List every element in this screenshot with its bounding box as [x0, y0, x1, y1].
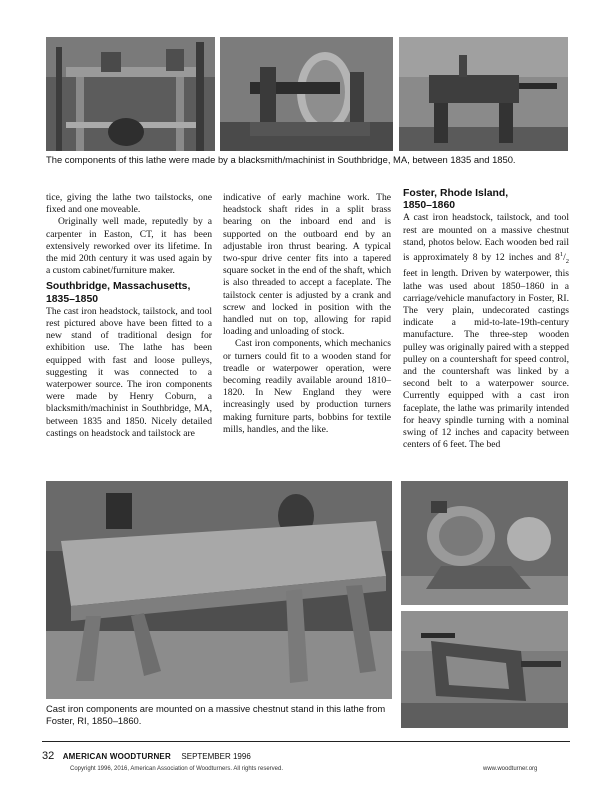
fraction-denominator: 2: [565, 258, 569, 266]
text-column-2: [223, 192, 391, 436]
text-column-3: [403, 188, 569, 451]
footer-rule: [42, 741, 570, 742]
top-figure-caption: The components of this lathe were made by a blacksmith/machinist in Southbridge, MA, between 1835 and 1850.: [46, 154, 516, 165]
website-link[interactable]: www.woodturner.org: [483, 766, 538, 772]
fraction-slash: /: [563, 252, 566, 264]
col2-paragraph-cast-iron: Cast iron components, which mechanics or turners could fit to a wooden stand for treadle or waterpower operation, were becoming readily available around 1810–1820. In New England they were increasingly used by production turners making furniture parts, bobbins for textile mills, handles, and the like.: [223, 338, 391, 435]
col1-paragraph-easton: Originally well made, reputedly by a carpenter in Easton, CT, it has been extensively reworked over its lifetime. In the mid 20th century it was used again by a custom cabinet/furniture maker.: [46, 216, 212, 277]
col1-paragraph-continued: tice, giving the lathe two tailstocks, one fixed and one moveable.: [46, 192, 212, 216]
running-footer: [42, 746, 251, 764]
heading-southbridge: Southbridge, Massachusetts, 1835–1850: [46, 281, 191, 305]
issue-date: SEPTEMBER 1996: [181, 752, 251, 761]
bottom-figure-caption: Cast iron components are mounted on a massive chestnut stand in this lathe from Foster, RI, 1850–1860.: [46, 703, 386, 726]
fraction-numerator: 1: [559, 251, 564, 259]
heading-foster-line1: Foster, Rhode Island,: [403, 188, 509, 199]
magazine-title: AMERICAN WOODTURNER: [62, 752, 171, 761]
col3-text-a: A cast iron headstock, tailstock, and tool rest are mounted on a massive chestnut stand, photos below. Each wooden bed rail is approximately 8 by 12 inches and 8: [403, 212, 569, 264]
heading-foster-line2: 1850–1860: [403, 200, 456, 212]
photo-southbridge-headstock: [220, 37, 393, 151]
photo-southbridge-tailstock: [399, 37, 568, 151]
col1-paragraph-southbridge: The cast iron headstock, tailstock, and tool rest pictured above have been fitted to a new stand of traditional design for exhibition use. The lathe has been equipped with fast and loose pulleys, suggesting it was connected to a waterpower source. The iron components were made by Henry Coburn, a blacksmith/machinist in Southbridge, MA, between 1835 and 1850. Nicely detailed castings on headstock and tailstock are: [46, 305, 212, 439]
photo-foster-headstock: [401, 481, 568, 605]
photo-southbridge-lathe-stand: [46, 37, 215, 151]
page-number: 32: [42, 750, 55, 762]
col3-paragraph-foster: [403, 212, 569, 451]
col3-text-b: feet in length. Driven by waterpower, this lathe was used about 1850–1860 in a carriage/vehicle manufactory in Foster, RI. The very plain, undecorated castings indicate a mid-to-late-19th-century manufacture. The three-step wooden pulley was originally paired with a stepped pulley on a countershaft for speed control, and the countershaft was linked by a second belt to a waterpower source. Currently equipped with a cast iron faceplate, the lathe was primarily intended for heavy spindle turning with a nominal swing of 12 inches and capacity between centers of 6 feet. The bed: [403, 268, 569, 451]
text-column-1: [46, 192, 212, 440]
photo-foster-lathe: [46, 481, 392, 699]
copyright-notice: Copyright 1996, 2016, American Association of Woodturners. All rights reserved.: [70, 766, 284, 772]
photo-foster-tailstock: [401, 611, 568, 728]
col2-paragraph-machine-work: indicative of early machine work. The headstock shaft rides in a split brass bearing on the inboard end and is supported on the outboard end by an adjustable iron thrust bearing. A typical two-spur drive center fits into a tapered square socket in the end of the shaft, which is also threaded to accept a faceplate. The tailstock center is adjusted by a crank and screw and locked in position with the handled nut on top, allowing for rapid loading and unloading of stock.: [223, 192, 391, 338]
heading-foster: [403, 188, 569, 212]
